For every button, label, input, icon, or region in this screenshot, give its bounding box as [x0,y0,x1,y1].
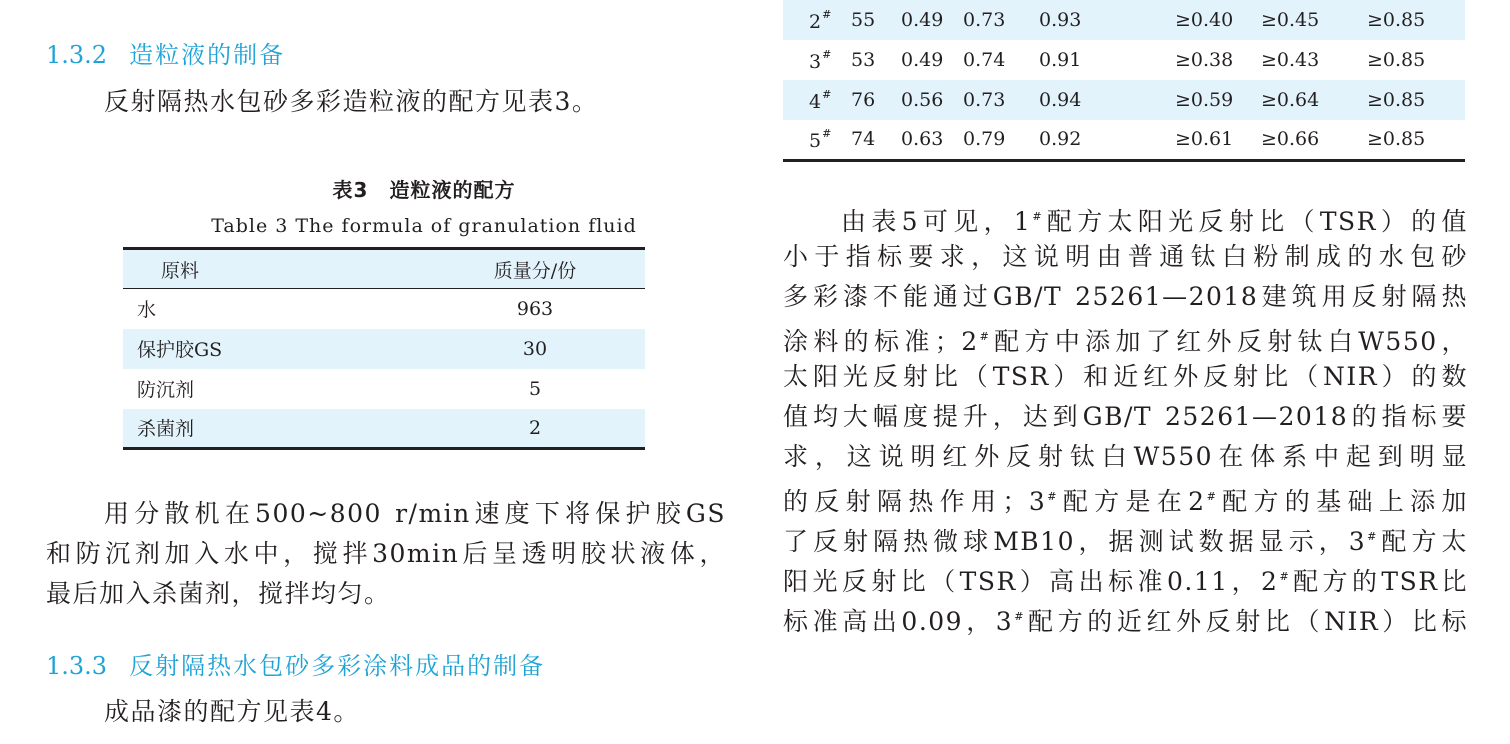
formula-id-sup: # [822,126,832,140]
paragraph-line: 的反射隔热作用；3#配方是在2#配方的基础上添加 [783,487,1468,516]
table-cell: 0.63 [901,128,944,151]
table-cell: ≥0.85 [1367,9,1426,31]
table-cell: 0.74 [963,49,1006,71]
formula-id: 3 [809,50,822,73]
table-cell: 55 [851,9,876,31]
table-cell: 0.73 [963,9,1006,31]
paragraph-line: 用分散机在500~800 r/min速度下将保护胶GS [104,499,726,528]
table-row [123,369,645,409]
table-row [123,409,645,449]
table-cell: 5 [528,377,542,400]
table-cell: 74 [851,128,876,151]
table-cell: ≥0.85 [1367,89,1426,111]
table-cell: 防沉剂 [137,379,195,401]
table-cell: 保护胶GS [137,339,223,361]
paragraph-line: 涂料的标准；2#配方中添加了红外反射钛白W550， [783,327,1468,356]
table-cell: 30 [522,337,548,360]
table-cell: 2 [528,416,542,439]
table-cell: 76 [851,89,876,111]
formula-id-cell [783,40,851,80]
formula-id: 2 [809,10,822,33]
table-cell: 杀菌剂 [137,418,195,441]
table-cell: ≥0.59 [1175,89,1234,111]
paragraph-intro [46,82,726,122]
table-cell: 0.94 [1039,89,1082,111]
table-cell: ≥0.64 [1261,89,1320,111]
table3 [123,247,645,450]
table3-caption-en: Table 3 The formula of granulation fluid [211,215,637,237]
table-row [783,40,1465,80]
paragraph-line: 反射隔热水包砂多彩造粒液的配方见表3。 [104,87,599,116]
section-title: 反射隔热水包砂多彩涂料成品的制备 [129,652,546,680]
formula-id: 5 [809,129,822,152]
paragraph-line: 由表5可见，1#配方太阳光反射比（TSR）的值 [841,207,1468,236]
table-row [123,329,645,369]
section-title: 造粒液的制备 [129,41,286,69]
formula-id-cell [783,0,851,40]
table-cell: 水 [137,299,157,322]
paragraph-line: 标准高出0.09，3#配方的近红外反射比（NIR）比标 [783,607,1468,636]
table-cell: ≥0.38 [1175,49,1234,71]
table-cell: 0.49 [901,49,944,71]
paragraph-line: 成品漆的配方见表4。 [104,697,360,726]
formula-id-cell [783,80,851,120]
paragraph-line: 小于指标要求，这说明由普通钛白粉制成的水包砂 [783,242,1468,271]
formula-id-sup: # [822,87,832,101]
paragraph-line: 太阳光反射比（TSR）和近红外反射比（NIR）的数 [783,362,1468,391]
table-cell: 963 [516,297,554,320]
table-cell: 0.93 [1039,9,1082,31]
paragraph-analysis [783,197,1468,637]
table-cell: 0.91 [1039,49,1082,71]
section-number: 1.3.3 [46,652,108,680]
table-cell: ≥0.40 [1175,9,1234,31]
section-number: 1.3.2 [46,41,108,69]
table-cell: ≥0.61 [1175,128,1234,151]
formula-id-cell [783,120,851,160]
table-cell: ≥0.85 [1367,128,1426,151]
paragraph-finished-paint [46,692,726,732]
table-header-row [123,249,645,289]
table-cell: ≥0.66 [1261,128,1320,151]
paragraph-line: 多彩漆不能通过GB/T 25261—2018建筑用反射隔热 [783,282,1468,311]
table-cell: 0.92 [1039,128,1082,151]
table-cell: 0.56 [901,89,944,111]
table-cell: 0.73 [963,89,1006,111]
paragraph-line: 阳光反射比（TSR）高出标准0.11，2#配方的TSR比 [783,567,1468,596]
table-header-cell: 原料 [161,259,200,282]
paragraph-dispersion [46,494,726,614]
table-cell: ≥0.85 [1367,49,1426,71]
formula-id-sup: # [822,7,832,21]
paragraph-line: 和防沉剂加入水中，搅拌30min后呈透明胶状液体， [46,539,726,568]
table-cell: 53 [851,49,876,71]
table-cell: 0.49 [901,9,944,31]
table-cell: 0.79 [963,128,1006,151]
formula-id-sup: # [822,47,832,61]
formula-id: 4 [809,90,822,113]
paragraph-line: 了反射隔热微球MB10，据测试数据显示，3#配方太 [783,527,1468,556]
section-heading-1-3-3 [46,646,545,681]
table-row [783,120,1465,160]
paragraph-line: 求，这说明红外反射钛白W550在体系中起到明显 [783,442,1468,471]
table-cell: ≥0.43 [1261,49,1320,71]
table-cell: ≥0.45 [1261,9,1320,31]
table3-caption-cn: 表3 造粒液的配方 [332,178,516,202]
table-row [783,0,1465,40]
table-row [123,289,645,329]
table-header-cell: 质量分/份 [493,259,577,282]
table-row [783,80,1465,120]
paragraph-line: 值均大幅度提升，达到GB/T 25261—2018的指标要 [783,402,1468,431]
paragraph-line: 最后加入杀菌剂，搅拌均匀。 [46,579,391,608]
section-heading-1-3-2 [46,35,285,70]
table5-continued [783,0,1465,162]
